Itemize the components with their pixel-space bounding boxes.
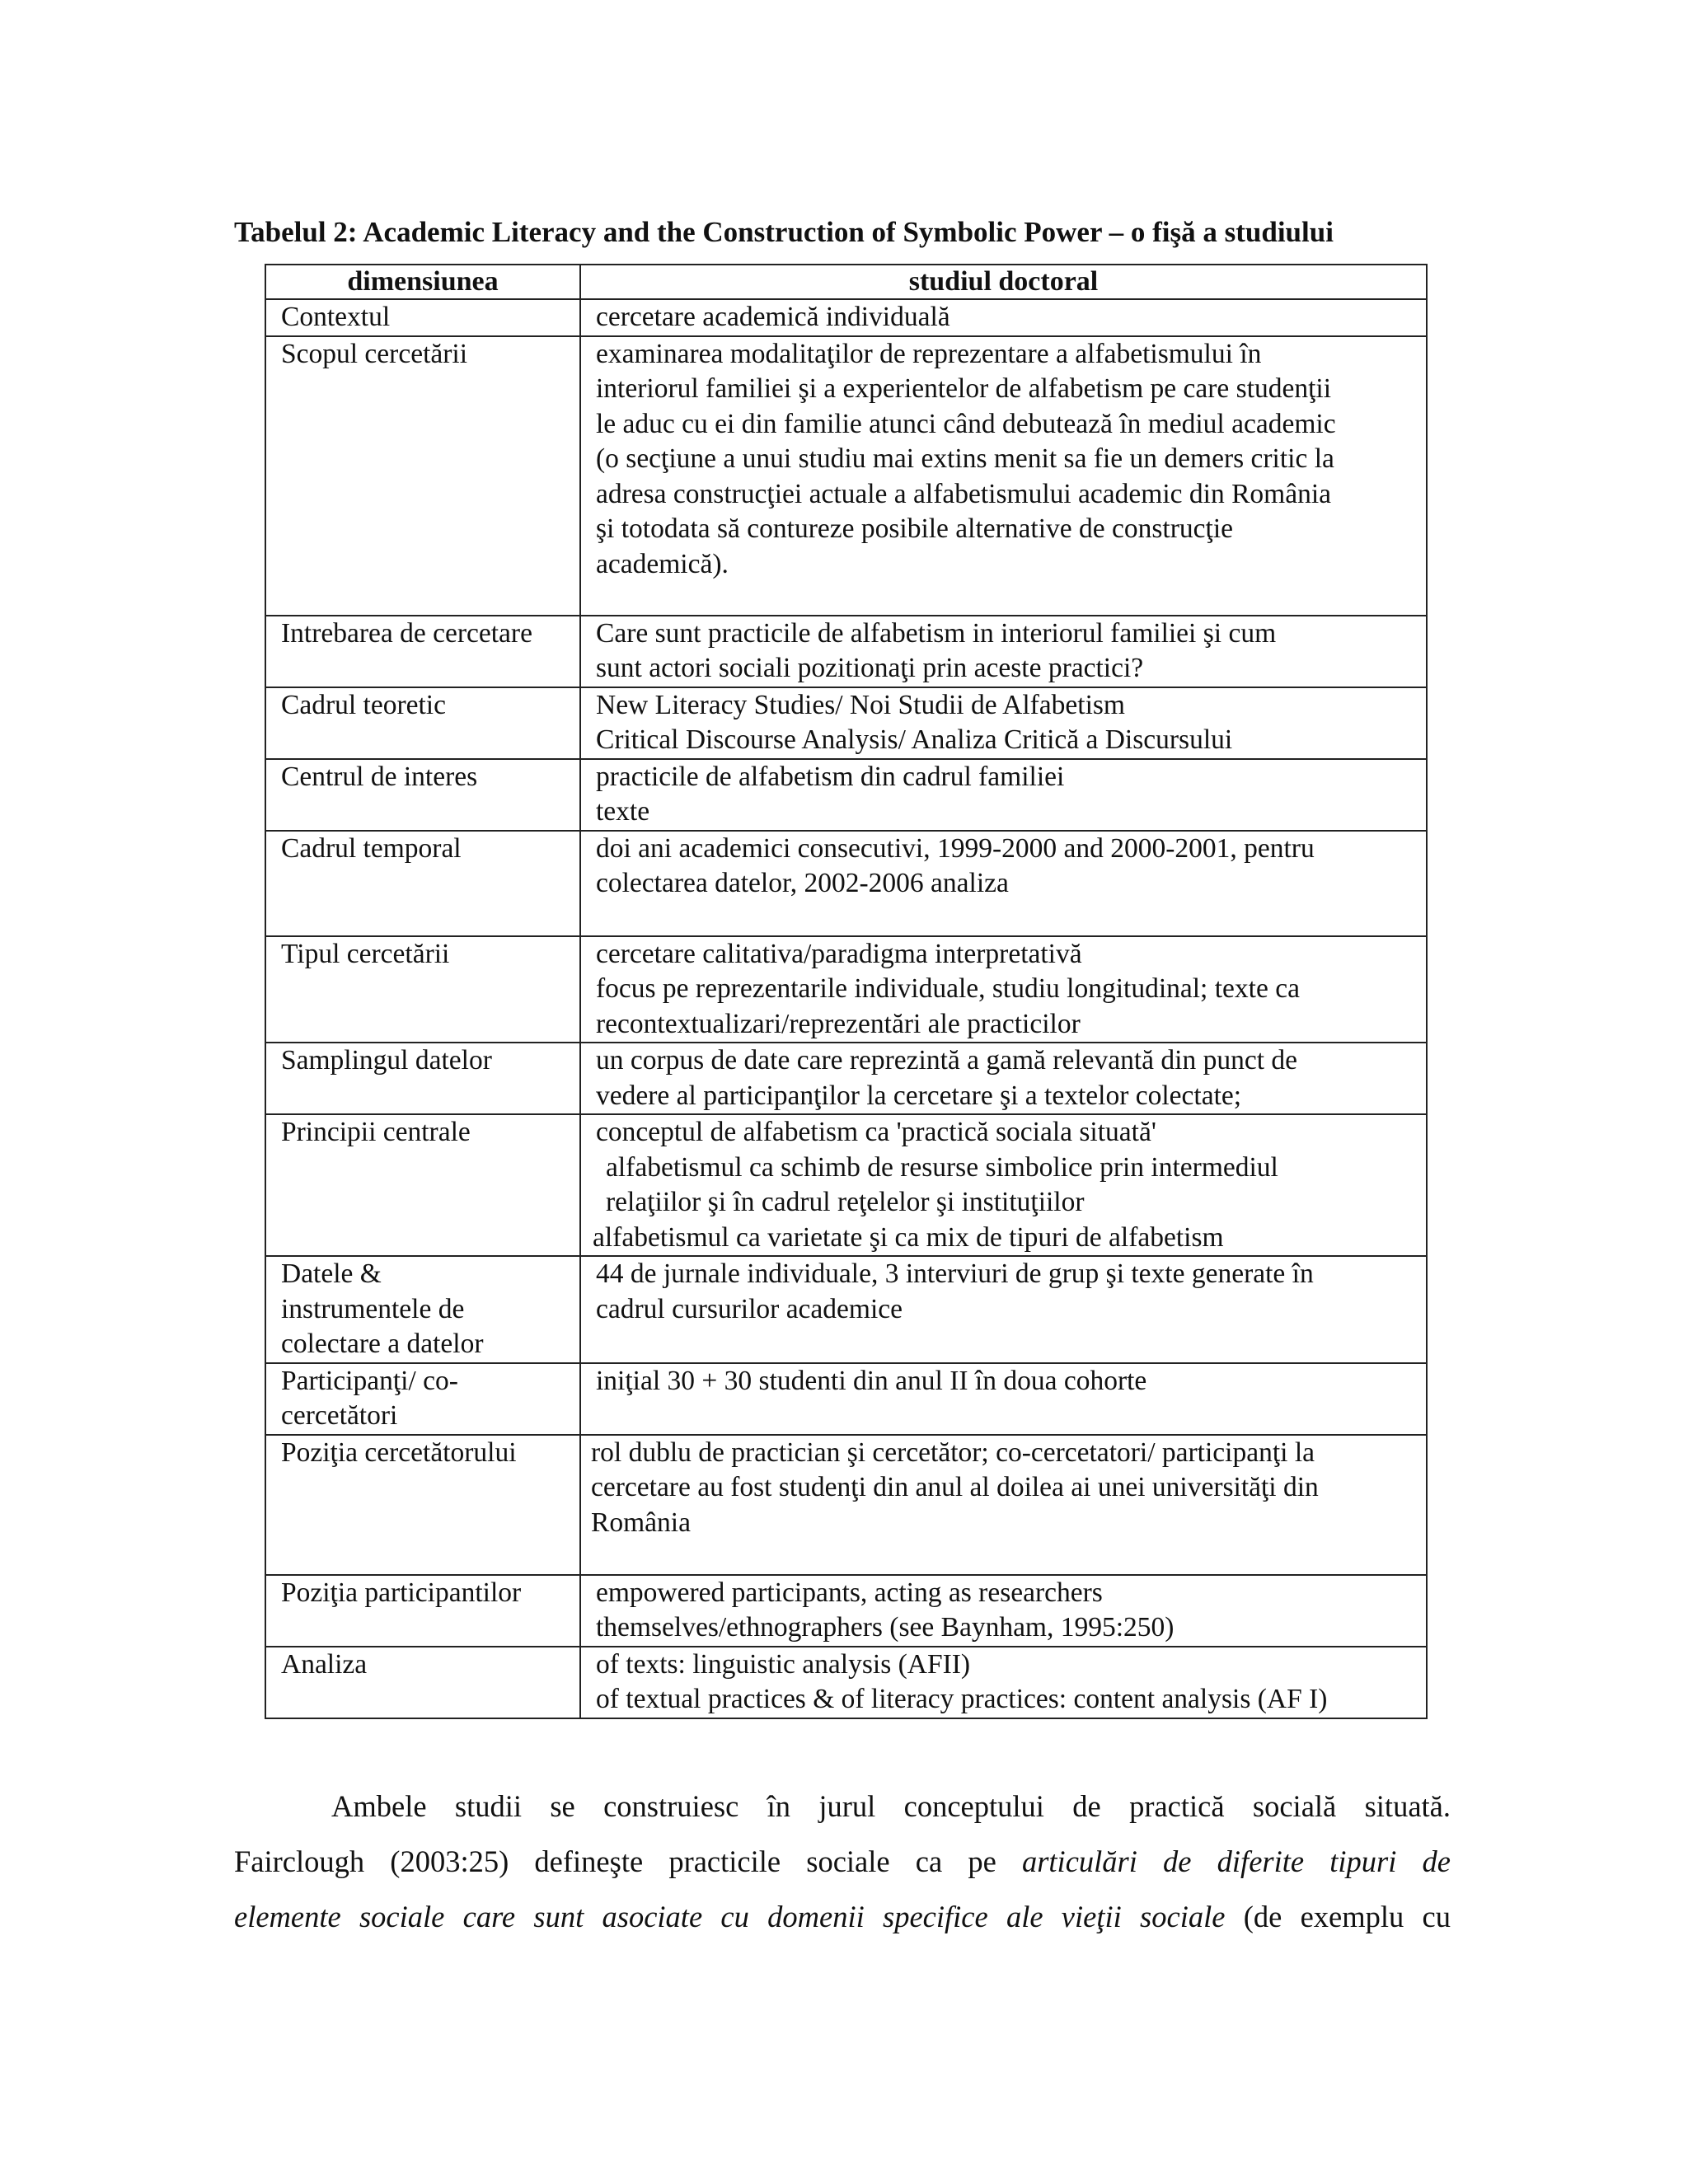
dimension-cell [265, 299, 580, 336]
dimension-text: Participanţi/ co- [281, 1365, 458, 1396]
dimension-text: Contextul [281, 302, 391, 332]
value-text: sunt actori sociali pozitionaţi prin aceste practici? [596, 653, 1144, 683]
value-text: texte [596, 796, 650, 827]
table-row [265, 936, 1427, 1043]
dimension-text: Poziţia participantilor [281, 1577, 522, 1608]
value-cell [580, 831, 1427, 936]
table-row [265, 299, 1427, 336]
header-study: studiul doctoral [580, 265, 1427, 299]
value-text: vedere al participanţilor la cercetare şi a textelor colectate; [596, 1080, 1242, 1111]
value-text: adresa construcţiei actuale a alfabetismului academic din România [596, 478, 1332, 509]
dimension-text: Intrebarea de cercetare [281, 617, 532, 649]
dimension-text: Samplingul datelor [281, 1045, 492, 1076]
value-text: New Literacy Studies/ Noi Studii de Alfabetism [596, 689, 1125, 720]
dimension-cell [265, 936, 580, 1043]
paragraph-text: (de exemplu cu [1225, 1900, 1451, 1933]
paragraph-italic-text: elemente sociale care sunt asociate cu domenii specifice ale vieţii sociale [234, 1900, 1226, 1933]
value-text: recontextualizari/reprezentări ale practicilor [596, 1008, 1081, 1039]
value-text: cadrul cursurilor academice [596, 1293, 903, 1324]
value-text: Critical Discourse Analysis/ Analiza Critică a Discursului [596, 724, 1233, 755]
dimension-text: Cadrul teoretic [281, 689, 446, 720]
value-cell [580, 1647, 1427, 1718]
value-text: iniţial 30 + 30 studenti din anul II în doua cohorte [596, 1365, 1147, 1396]
paragraph-text: Ambele studii se construiesc în jurul conceptului de practică socială situată. [331, 1789, 1451, 1823]
value-text: examinarea modalitaţilor de reprezentare a alfabetismului în [596, 338, 1262, 369]
table-row [265, 336, 1427, 616]
value-text: România [591, 1507, 691, 1538]
dimension-cell [265, 831, 580, 936]
table-row [265, 1435, 1427, 1575]
dimension-text: Poziţia cercetătorului [281, 1436, 517, 1468]
value-cell [580, 336, 1427, 616]
value-text: focus pe reprezentarile individuale, studiu longitudinal; texte ca [596, 973, 1300, 1004]
value-text: conceptul de alfabetism ca 'practică sociala situată' [596, 1117, 1156, 1147]
dimension-cell [265, 1435, 580, 1575]
paragraph-line [234, 1779, 1451, 1834]
value-cell [580, 299, 1427, 336]
table-row [265, 1647, 1427, 1718]
value-text: şi totodata să contureze posibile alternative de construcţie [596, 513, 1234, 544]
value-cell [580, 616, 1427, 687]
value-cell [580, 1363, 1427, 1435]
dimension-text: Cadrul temporal [281, 832, 462, 864]
dimension-cell [265, 336, 580, 616]
table-row [265, 616, 1427, 687]
dimension-text: Principii centrale [281, 1117, 471, 1147]
value-text: Care sunt practicile de alfabetism in interiorul familiei şi cum [596, 617, 1277, 649]
table-row [265, 1043, 1427, 1114]
value-cell [580, 1256, 1427, 1363]
dimension-text: Tipul cercetării [281, 938, 450, 969]
study-sheet-table [265, 264, 1428, 1719]
value-cell [580, 1575, 1427, 1647]
value-text: themselves/ethnographers (see Baynham, 1995:250) [596, 1612, 1175, 1643]
paragraph-italic-text: articulări de diferite tipuri de [1021, 1844, 1451, 1878]
value-text: cercetare au fost studenţi din anul al doilea ai unei universităţi din [591, 1472, 1319, 1502]
value-text: le aduc cu ei din familie atunci când debutează în mediul academic [596, 408, 1336, 439]
dimension-text: Centrul de interes [281, 761, 478, 792]
value-text: cercetare academică individuală [596, 302, 950, 332]
paragraph-text: Fairclough (2003:25) defineşte practicile sociale ca pe [234, 1844, 1022, 1878]
dimension-cell [265, 1363, 580, 1435]
value-text: rol dublu de practician şi cercetător; co-cercetatori/ participanţi la [591, 1436, 1315, 1468]
dimension-cell [265, 1256, 580, 1363]
table-row [265, 687, 1427, 759]
table-row [265, 1256, 1427, 1363]
dimension-cell [265, 1114, 580, 1256]
table-row [265, 1114, 1427, 1256]
dimension-cell [265, 687, 580, 759]
paragraph-line [234, 1889, 1451, 1944]
value-text: practicile de alfabetism din cadrul familiei [596, 761, 1065, 792]
value-text: (o secţiune a unui studiu mai extins menit sa fie un demers critic la [596, 443, 1334, 474]
body-paragraph [234, 1779, 1451, 1944]
table-row [265, 1363, 1427, 1435]
value-cell [580, 1114, 1427, 1256]
value-cell [580, 1435, 1427, 1575]
table-row [265, 1575, 1427, 1647]
value-text: empowered participants, acting as researchers [596, 1577, 1103, 1608]
paragraph-line [234, 1834, 1451, 1889]
value-text: alfabetismul ca schimb de resurse simbolice prin intermediul [606, 1151, 1278, 1183]
value-text: academică). [596, 548, 729, 579]
table-caption: Tabelul 2: Academic Literacy and the Construction of Symbolic Power – o fişă a studiului [234, 216, 1334, 248]
value-text: 44 de jurnale individuale, 3 interviuri de grup şi texte generate în [596, 1258, 1314, 1289]
value-text: alfabetismul ca varietate şi ca mix de tipuri de alfabetism [593, 1221, 1224, 1253]
value-cell [580, 936, 1427, 1043]
value-text: colectarea datelor, 2002-2006 analiza [596, 868, 1009, 898]
dimension-text: instrumentele de [281, 1293, 465, 1324]
dimension-text: Datele & [281, 1258, 382, 1289]
dimension-text: Analiza [281, 1648, 368, 1680]
dimension-cell [265, 1575, 580, 1647]
dimension-text: cercetători [281, 1400, 398, 1431]
dimension-text: colectare a datelor [281, 1329, 484, 1359]
value-cell [580, 759, 1427, 831]
dimension-text: Scopul cercetării [281, 338, 468, 369]
table-row [265, 759, 1427, 831]
value-text: of textual practices & of literacy practices: content analysis (AF I) [596, 1684, 1328, 1714]
value-text: relaţiilor şi în cadrul reţelelor şi instituţiilor [606, 1187, 1085, 1217]
value-text: of texts: linguistic analysis (AFII) [596, 1648, 971, 1680]
value-text: doi ani academici consecutivi, 1999-2000 and 2000-2001, pentru [596, 832, 1315, 864]
value-text: cercetare calitativa/paradigma interpretativă [596, 938, 1082, 969]
dimension-cell [265, 616, 580, 687]
dimension-cell [265, 1647, 580, 1718]
table-row [265, 831, 1427, 936]
table-header-row [265, 265, 1427, 299]
value-cell [580, 687, 1427, 759]
value-cell [580, 1043, 1427, 1114]
header-dimension: dimensiunea [265, 265, 580, 299]
dimension-cell [265, 1043, 580, 1114]
value-text: un corpus de date care reprezintă a gamă relevantă din punct de [596, 1045, 1298, 1076]
dimension-cell [265, 759, 580, 831]
value-text: interiorul familiei şi a experientelor de alfabetism pe care studenţii [596, 373, 1332, 404]
